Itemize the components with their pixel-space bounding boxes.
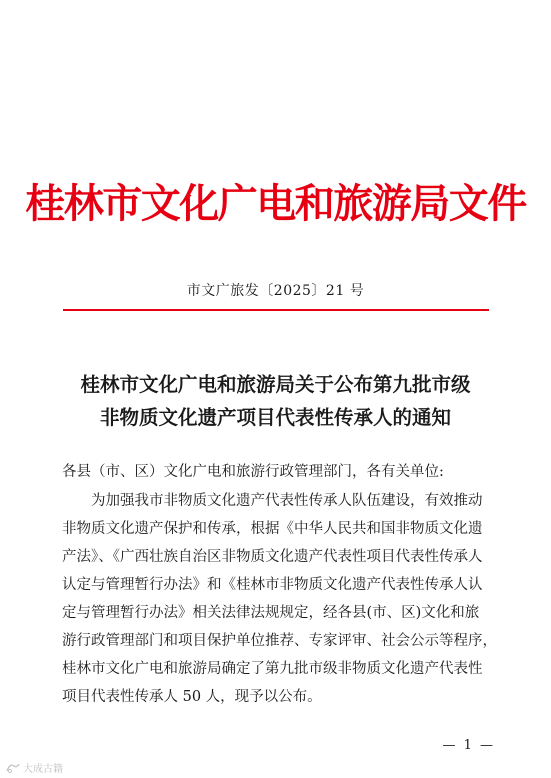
notice-title-line-1: 桂林市文化广电和旅游局关于公布第九批市级: [80, 373, 471, 396]
body-line-7: 桂林市文化广电和旅游局确定了第九批市级非物质文化遗产代表性: [62, 661, 483, 677]
body-line-5: 定与管理暂行办法》相关法律法规规定，经各县(市、区)文化和旅: [62, 605, 480, 621]
body-line-1: 为加强我市非物质文化遗产代表性传承人队伍建设，有效推动: [91, 493, 483, 509]
notice-title-line-2: 非物质文化遗产项目代表性传承人的通知: [99, 406, 451, 429]
salutation: 各县（市、区）文化广电和旅游行政管理部门，各有关单位:: [62, 464, 444, 480]
page-number: — 1 —: [442, 738, 495, 753]
watermark-text: 大成古籍: [23, 764, 63, 775]
body-line-4: 认定与管理暂行办法》和《桂林市非物质文化遗产代表性传承人认: [62, 577, 483, 593]
watermark: [6, 760, 63, 775]
notice-title: [0, 368, 551, 434]
body-line-3: 产法》、《广西壮族自治区非物质文化遗产代表性项目代表性传承人: [62, 549, 483, 565]
masthead-title: 桂林市文化广电和旅游局文件: [25, 180, 526, 227]
document-number: 市文广旅发〔2025〕21 号: [186, 283, 365, 299]
body-line-2: 非物质文化遗产保护和传承，根据《中华人民共和国非物质文化遗: [62, 521, 483, 537]
body-line-6: 游行政管理部门和项目保护单位推荐、专家评审、社会公示等程序，: [62, 633, 497, 649]
red-divider-line: [63, 309, 489, 311]
watermark-logo-icon: [6, 762, 20, 774]
body-line-8: 项目代表性传承人 50 人，现予以公布。: [62, 689, 322, 705]
